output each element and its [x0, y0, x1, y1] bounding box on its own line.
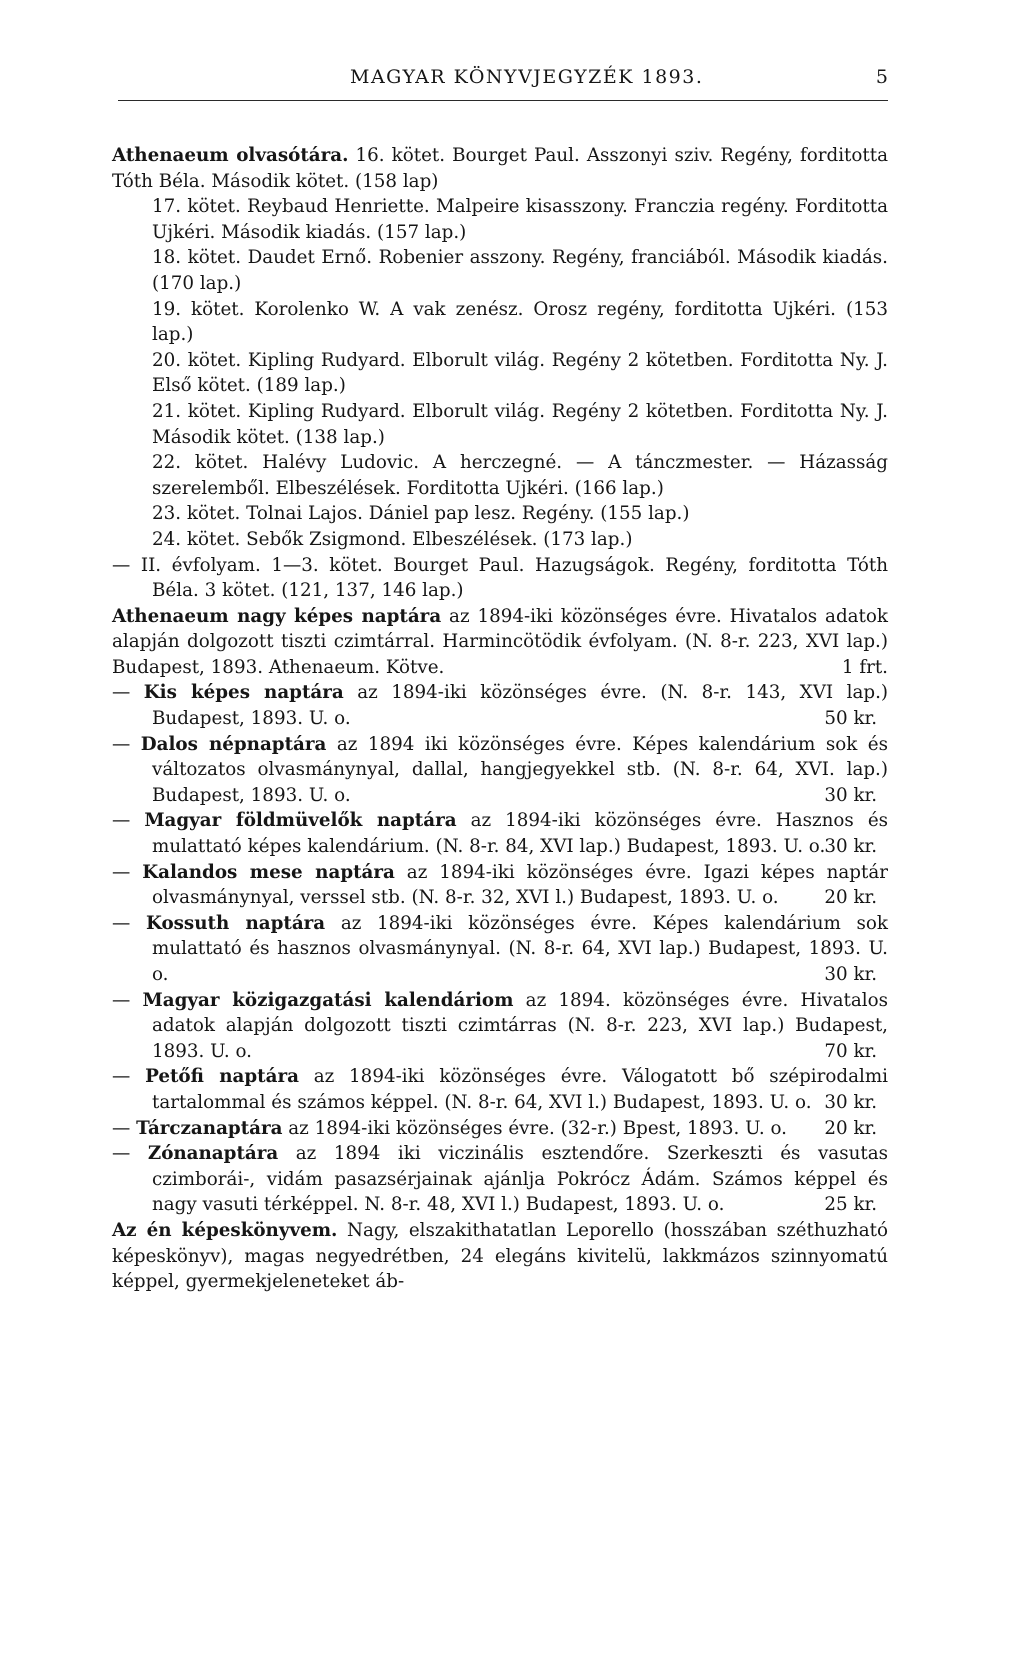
entry-title: Az én képeskönyvem.: [112, 1219, 338, 1241]
entry-kotet-19: [112, 297, 888, 348]
entry-price: 30 kr.: [824, 836, 878, 858]
entry-az-en-kepeskonyvem: [112, 1218, 888, 1295]
entry-dash: —: [112, 554, 141, 576]
entry-title: Dalos népnaptára: [140, 733, 327, 755]
entry-price: 30 kr.: [824, 784, 878, 806]
entry-text: 24. kötet. Sebők Zsigmond. Elbeszélések. (173 lap.): [152, 528, 633, 550]
entry-kotet-17: [112, 194, 888, 245]
entry-dash: —: [112, 912, 146, 934]
entry-title: Athenaeum nagy képes naptára: [112, 605, 442, 627]
entry-athenaeum-nagy-kepes-naptara: [112, 604, 888, 681]
entry-text: Nagy, elszakithatatlan Leporello (hosszában széthuzható képeskönyv), magas negyedrétben, 24 elegáns kivitelü, lakkmázos szinnyomatú képpel, gyermekjeleneteket áb-: [112, 1219, 888, 1293]
entry-title: Kalandos mese naptára: [142, 861, 395, 883]
entry-price: 20 kr.: [824, 1117, 878, 1139]
entry-dalos-nepnaptara: [112, 732, 888, 809]
entry-price: 50 kr.: [824, 708, 878, 730]
entry-kotet-24: [112, 527, 888, 553]
entry-dash: —: [112, 989, 143, 1011]
entry-dash: —: [112, 733, 141, 755]
entry-dash: —: [112, 810, 145, 832]
entry-title: Magyar földmüvelők naptára: [144, 810, 457, 832]
entry-price: 20 kr.: [824, 887, 878, 909]
entry-price: 1 frt.: [841, 656, 888, 678]
entry-text: az 1894-iki közönséges évre. Hivatalos adatok alapján dolgozott tiszti czimtárral. Harmincötödik évfolyam. (N. 8-r. 223, XVI lap.) Budapest, 1893. Athenaeum. Kötve.: [112, 605, 888, 678]
entry-text: 19. kötet. Korolenko W. A vak zenész. Orosz regény, forditotta Ujkéri. (153 lap.): [152, 298, 888, 346]
entry-text: az 1894-iki közönséges évre. (32-r.) Bpest, 1893. U. o.: [282, 1117, 787, 1139]
entry-text: az 1894-iki közönséges évre. Igazi képes naptár olvasmánynyal, verssel stb. (N. 8-r. 32, XVI l.) Budapest, 1893. U. o.: [152, 861, 888, 909]
entry-kotet-23: [112, 501, 888, 527]
entry-dash: —: [112, 1117, 137, 1139]
entry-title: Athenaeum olvasótára.: [112, 145, 349, 166]
entry-text: az 1894 iki viczinális esztendőre. Szerkeszti és vasutas czimborái-, vidám pasazsérjainak ajánlja Pokrócz Ádám. Számos képpel és nagy vasuti térképpel. N. 8-r. 48, XVI l.) Budapest, 1893. U. o.: [152, 1143, 888, 1216]
page-number: 5: [875, 66, 888, 88]
entry-zonanaptara: [112, 1141, 888, 1218]
entry-price: 25 kr.: [824, 1194, 878, 1216]
entry-magyar-kozigazgatasi-kalendariom: [112, 988, 888, 1065]
page-header: [118, 66, 888, 92]
entry-title: Zónanaptára: [147, 1143, 279, 1165]
entry-tarczanaptara: [112, 1116, 888, 1142]
entry-price: 30 kr.: [824, 1091, 878, 1113]
entry-petofi-naptara: [112, 1064, 888, 1115]
entry-title: Magyar közigazgatási kalendáriom: [142, 989, 514, 1011]
entry-title: Kossuth naptára: [145, 912, 326, 934]
entry-text: 16. kötet. Bourget Paul. Asszonyi sziv. Regény, forditotta Tóth Béla. Második kötet. (158 lap): [112, 145, 888, 192]
entry-title: Petőfi naptára: [145, 1066, 299, 1088]
entry-text: az 1894-iki közönséges évre. Képes kalendárium sok mulattató és hasznos olvasmánynyal. (N. 8-r. 64, XVI lap.) Budapest, 1893. U. o.: [152, 912, 888, 985]
entry-kis-kepes-naptara: [112, 680, 888, 731]
entry-dash: —: [112, 682, 144, 704]
entry-text: II. évfolyam. 1—3. kötet. Bourget Paul. Hazugságok. Regény, forditotta Tóth Béla. 3 kötet. (121, 137, 146 lap.): [140, 554, 888, 602]
entry-price: 70 kr.: [824, 1040, 878, 1062]
entry-title: Kis képes naptára: [143, 682, 344, 704]
entry-kotet-18: [112, 245, 888, 296]
entry-price: 30 kr.: [824, 964, 878, 985]
catalog-entries: [112, 143, 888, 1295]
entry-text: 23. kötet. Tolnai Lajos. Dániel pap lesz. Regény. (155 lap.): [152, 503, 690, 525]
entry-kotet-22: [112, 450, 888, 501]
header-rule: [118, 100, 888, 101]
entry-title: Tárczanaptára: [136, 1117, 283, 1139]
entry-text: az 1894-iki közönséges évre. Válogatott bő szépirodalmi tartalommal és számos képpel. (N. 8-r. 64, XVI l.) Budapest, 1893. U. o.: [152, 1066, 888, 1113]
entry-text: az 1894-iki közönséges évre. (N. 8-r. 143, XVI lap.) Budapest, 1893. U. o.: [152, 682, 889, 730]
entry-kalandos-mese-naptara: [112, 860, 888, 911]
entry-text: 18. kötet. Daudet Ernő. Robenier asszony. Regény, franciából. Második kiadás. (170 lap.): [152, 247, 888, 294]
running-title: MAGYAR KÖNYVJEGYZÉK 1893.: [350, 66, 704, 88]
entry-kotet-20: [112, 348, 888, 399]
entry-text: az 1894. közönséges évre. Hivatalos adatok alapján dolgozott tiszti czimtárras (N. 8-r. 223, XVI lap.) Budapest, 1893. U. o.: [152, 989, 888, 1062]
entry-kossuth-naptara: [112, 911, 888, 988]
entry-text: az 1894-iki közönséges évre. Hasznos és mulattató képes kalendárium. (N. 8-r. 84, XVI lap.) Budapest, 1893. U. o.: [152, 810, 889, 858]
entry-dash: —: [112, 1143, 148, 1165]
entry-magyar-foldmuvelok-naptara: [112, 808, 888, 859]
entry-text: az 1894 iki közönséges évre. Képes kalendárium sok és változatos olvasmánynyal, dallal, hangjegyekkel stb. (N. 8-r. 64, XVI. lap.) Budapest, 1893. U. o.: [152, 733, 889, 806]
entry-kotet-21: [112, 399, 888, 450]
entry-text: 21. kötet. Kipling Rudyard. Elborult világ. Regény 2 kötetben. Forditotta Ny. J. Második kötet. (138 lap.): [152, 400, 888, 448]
entry-text: 22. kötet. Halévy Ludovic. A herczegné. — A tánczmester. — Házasság szerelemből. Elbeszélések. Forditotta Ujkéri. (166 lap.): [152, 452, 888, 499]
entry-athenaeum-olvasotara: [112, 143, 888, 194]
entry-text: 20. kötet. Kipling Rudyard. Elborult világ. Regény 2 kötetben. Forditotta Ny. J. Első kötet. (189 lap.): [152, 349, 888, 397]
entry-dash: —: [112, 861, 143, 883]
entry-text: 17. kötet. Reybaud Henriette. Malpeire kisasszony. Franczia regény. Forditotta Ujkéri. Második kiadás. (157 lap.): [152, 196, 888, 243]
entry-dash: —: [112, 1066, 146, 1088]
entry-evfolyam-ii: [112, 553, 888, 604]
